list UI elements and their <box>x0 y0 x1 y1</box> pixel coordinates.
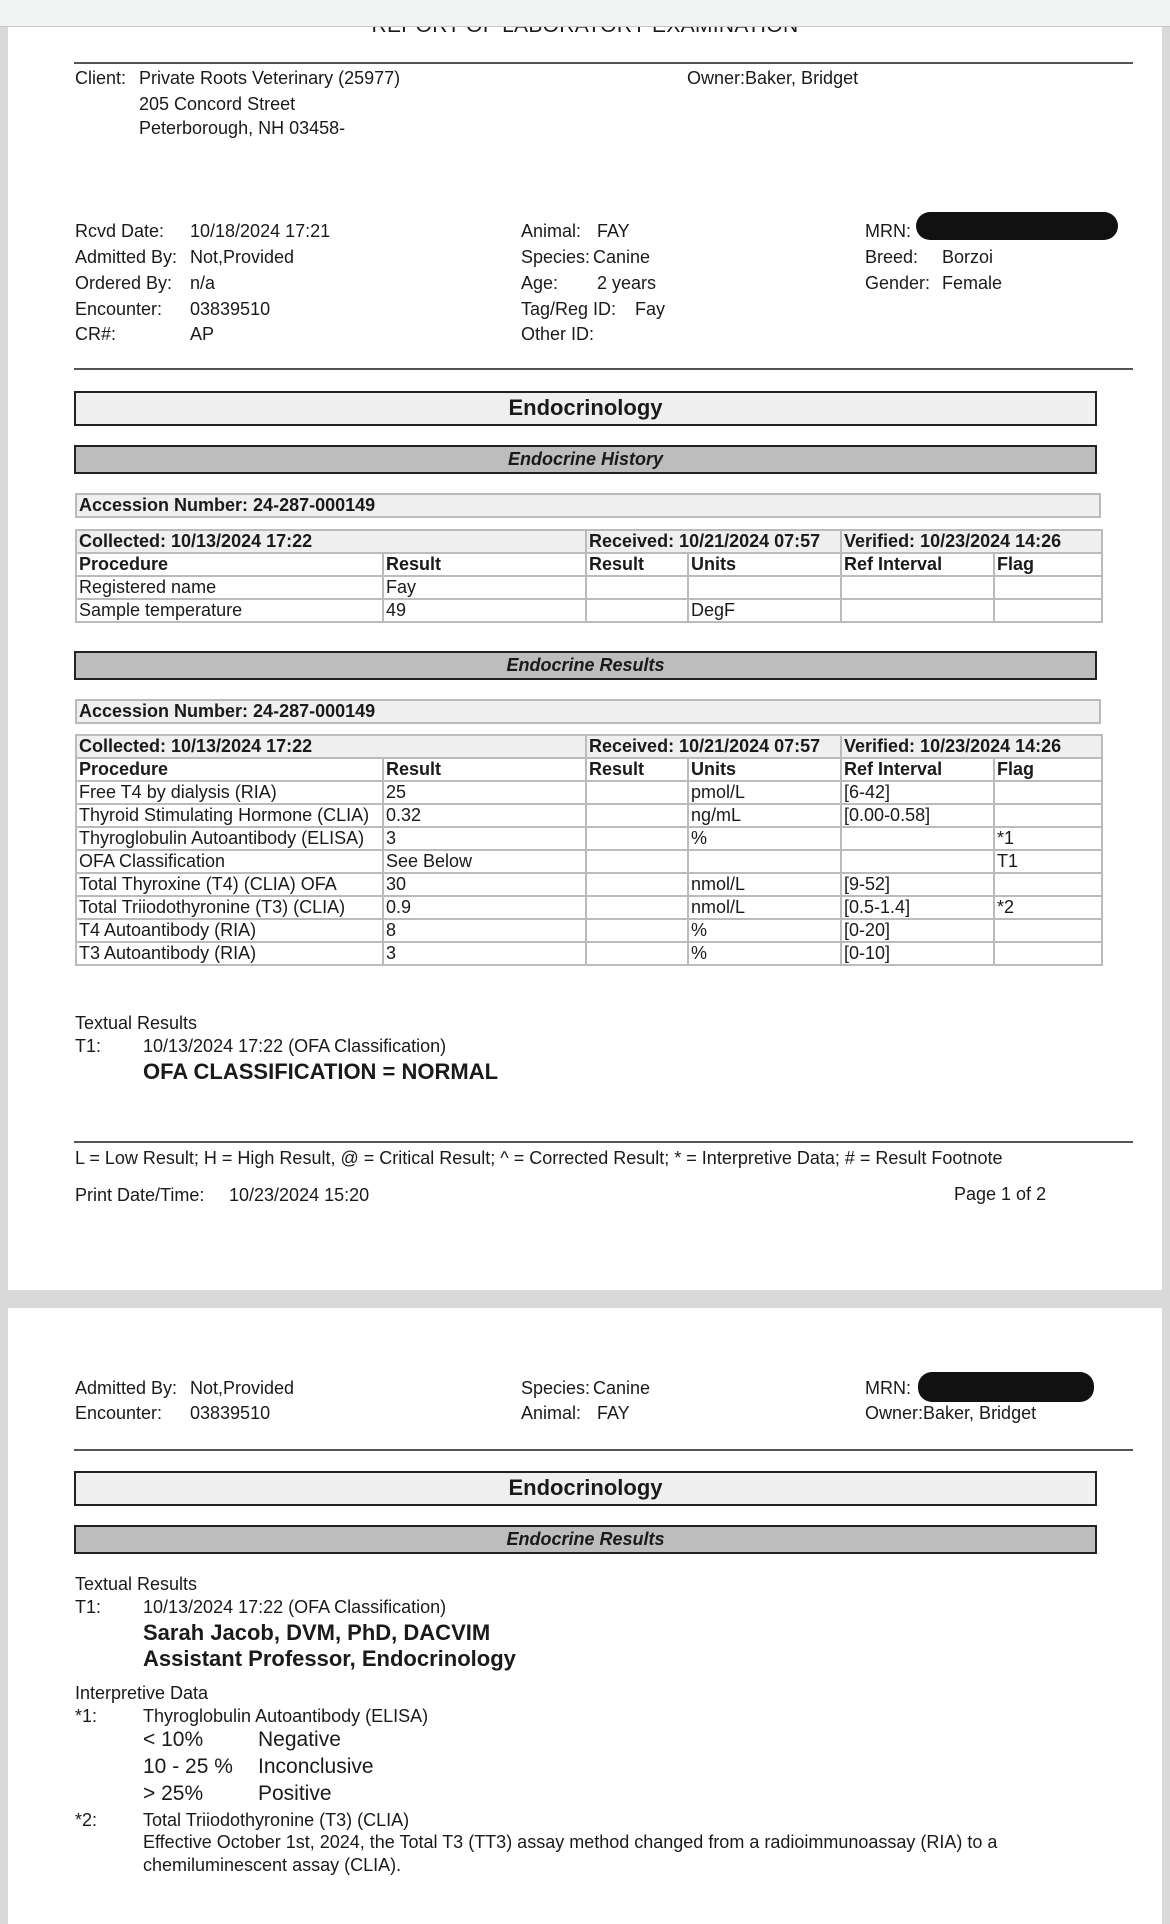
result-2-cell <box>586 804 688 827</box>
result-2-cell <box>586 850 688 873</box>
admitted-by-label: Admitted By: <box>75 1378 178 1398</box>
tag-reg-id-value: Fay <box>635 299 666 319</box>
col-ref-interval: Ref Interval <box>841 553 994 576</box>
interpretive-data-heading: Interpretive Data <box>75 1683 209 1703</box>
ofa-classification-result: OFA CLASSIFICATION = NORMAL <box>143 1059 499 1084</box>
divider <box>74 62 1133 64</box>
units-cell: ng/mL <box>688 804 841 827</box>
result-cell: Fay <box>383 576 586 599</box>
history-accession-number: Accession Number: 24-287-000149 <box>75 493 1101 518</box>
mrn-label: MRN: <box>865 1378 911 1398</box>
t1-label: T1: <box>75 1597 102 1617</box>
col-result: Result <box>383 553 586 576</box>
flag-cell <box>994 599 1102 622</box>
history-dates-row <box>76 530 1102 553</box>
signer-name: Sarah Jacob, DVM, PhD, DACVIM <box>143 1620 491 1645</box>
ref-interval-cell: [0-20] <box>841 919 994 942</box>
ordered-by-value: n/a <box>190 273 216 293</box>
species-label: Species: <box>521 1378 591 1398</box>
col-procedure: Procedure <box>76 553 383 576</box>
table-row <box>76 576 1102 599</box>
owner-value: Baker, Bridget <box>745 68 859 88</box>
units-cell: % <box>688 942 841 965</box>
rcvd-date-label: Rcvd Date: <box>75 221 165 241</box>
section-endocrine-results: Endocrine Results <box>74 1525 1097 1554</box>
note-2-label: *2: <box>75 1810 98 1830</box>
flag-cell <box>994 576 1102 599</box>
client-name: Private Roots Veterinary (25977) <box>139 68 401 88</box>
mrn-redaction <box>916 212 1118 240</box>
rcvd-date-value: 10/18/2024 17:21 <box>190 221 331 241</box>
client-address-1: 205 Concord Street <box>139 94 296 114</box>
client-address-2: Peterborough, NH 03458- <box>139 118 346 138</box>
result-2-cell <box>586 873 688 896</box>
units-cell: nmol/L <box>688 873 841 896</box>
result-2-cell <box>586 942 688 965</box>
procedure-cell: Free T4 by dialysis (RIA) <box>76 781 383 804</box>
t1-line: 10/13/2024 17:22 (OFA Classification) <box>143 1036 447 1056</box>
animal-value: FAY <box>597 1403 630 1423</box>
section-endocrine-history: Endocrine History <box>74 445 1097 474</box>
tag-reg-id-label: Tag/Reg ID: <box>521 299 617 319</box>
ordered-by-label: Ordered By: <box>75 273 173 293</box>
procedure-cell: T4 Autoantibody (RIA) <box>76 919 383 942</box>
received-date: Received: 10/21/2024 07:57 <box>586 735 841 758</box>
procedure-cell: Thyroid Stimulating Hormone (CLIA) <box>76 804 383 827</box>
range-inconclusive: 10 - 25 % <box>143 1755 233 1778</box>
results-table <box>75 734 1103 966</box>
ref-interval-cell <box>841 599 994 622</box>
divider <box>74 368 1133 370</box>
print-date-label: Print Date/Time: <box>75 1185 205 1205</box>
collected-date: Collected: 10/13/2024 17:22 <box>76 530 586 553</box>
ref-interval-cell <box>841 576 994 599</box>
textual-results-heading: Textual Results <box>75 1013 198 1033</box>
procedure-cell: Total Thyroxine (T4) (CLIA) OFA <box>76 873 383 896</box>
breed-value: Borzoi <box>942 247 994 267</box>
species-label: Species: <box>521 247 591 267</box>
other-id-label: Other ID: <box>521 324 595 344</box>
age-label: Age: <box>521 273 559 293</box>
units-cell <box>688 850 841 873</box>
t1-line: 10/13/2024 17:22 (OFA Classification) <box>143 1597 447 1617</box>
report-page-1 <box>8 0 1162 1290</box>
units-cell <box>688 576 841 599</box>
admitted-by-value: Not,Provided <box>190 247 295 267</box>
table-row <box>76 827 1102 850</box>
species-value: Canine <box>593 247 651 267</box>
col-units: Units <box>688 758 841 781</box>
ref-interval-cell <box>841 827 994 850</box>
procedure-cell: OFA Classification <box>76 850 383 873</box>
col-units: Units <box>688 553 841 576</box>
encounter-value: 03839510 <box>190 299 271 319</box>
units-cell: nmol/L <box>688 896 841 919</box>
verified-date: Verified: 10/23/2024 14:26 <box>841 735 1102 758</box>
flag-cell <box>994 804 1102 827</box>
animal-value: FAY <box>597 221 630 241</box>
animal-label: Animal: <box>521 1403 582 1423</box>
table-row <box>76 599 1102 622</box>
units-cell: pmol/L <box>688 781 841 804</box>
history-header-row <box>76 553 1102 576</box>
table-row <box>76 850 1102 873</box>
ref-interval-cell: [0-10] <box>841 942 994 965</box>
col-result-2: Result <box>586 553 688 576</box>
procedure-cell: T3 Autoantibody (RIA) <box>76 942 383 965</box>
range-negative-meaning: Negative <box>258 1728 341 1751</box>
range-negative: < 10% <box>143 1728 204 1751</box>
mrn-label: MRN: <box>865 221 911 241</box>
result-cell: 0.9 <box>383 896 586 919</box>
encounter-label: Encounter: <box>75 1403 163 1423</box>
result-cell: See Below <box>383 850 586 873</box>
table-row <box>76 781 1102 804</box>
encounter-value: 03839510 <box>190 1403 271 1423</box>
section-endocrine-results: Endocrine Results <box>74 651 1097 680</box>
units-cell: % <box>688 827 841 850</box>
admitted-by-label: Admitted By: <box>75 247 178 267</box>
flag-cell <box>994 781 1102 804</box>
note-2-title: Total Triiodothyronine (T3) (CLIA) <box>143 1810 410 1830</box>
breed-label: Breed: <box>865 247 919 267</box>
note-2-line-2: chemiluminescent assay (CLIA). <box>143 1855 402 1875</box>
flag-cell <box>994 873 1102 896</box>
textual-results-heading: Textual Results <box>75 1574 198 1594</box>
species-value: Canine <box>593 1378 651 1398</box>
ref-interval-cell: [0.00-0.58] <box>841 804 994 827</box>
note-1-label: *1: <box>75 1706 98 1726</box>
col-result: Result <box>383 758 586 781</box>
table-row <box>76 919 1102 942</box>
range-positive: > 25% <box>143 1782 204 1805</box>
flag-cell: *1 <box>994 827 1102 850</box>
range-positive-meaning: Positive <box>258 1782 332 1805</box>
divider <box>74 1449 1133 1451</box>
ref-interval-cell: [0.5-1.4] <box>841 896 994 919</box>
result-2-cell <box>586 781 688 804</box>
flag-cell <box>994 942 1102 965</box>
units-cell: % <box>688 919 841 942</box>
results-accession-number: Accession Number: 24-287-000149 <box>75 699 1101 724</box>
viewer-toolbar <box>0 0 1170 27</box>
table-row <box>76 804 1102 827</box>
result-2-cell <box>586 827 688 850</box>
result-2-cell <box>586 919 688 942</box>
results-header-row <box>76 758 1102 781</box>
gender-label: Gender: <box>865 273 931 293</box>
table-row <box>76 896 1102 919</box>
procedure-cell: Registered name <box>76 576 383 599</box>
range-inconclusive-meaning: Inconclusive <box>258 1755 374 1778</box>
col-procedure: Procedure <box>76 758 383 781</box>
collected-date: Collected: 10/13/2024 17:22 <box>76 735 586 758</box>
procedure-cell: Total Triiodothyronine (T3) (CLIA) <box>76 896 383 919</box>
cr-label: CR#: <box>75 324 117 344</box>
owner-value: Baker, Bridget <box>923 1403 1037 1423</box>
owner-label: Owner: <box>687 68 746 88</box>
result-cell: 8 <box>383 919 586 942</box>
cr-value: AP <box>190 324 215 344</box>
flag-cell: T1 <box>994 850 1102 873</box>
col-result-2: Result <box>586 758 688 781</box>
result-cell: 3 <box>383 942 586 965</box>
result-2-cell <box>586 896 688 919</box>
mrn-redaction <box>918 1372 1094 1402</box>
print-date-value: 10/23/2024 15:20 <box>229 1185 370 1205</box>
procedure-cell: Thyroglobulin Autoantibody (ELISA) <box>76 827 383 850</box>
section-endocrinology: Endocrinology <box>74 391 1097 426</box>
col-flag: Flag <box>994 553 1102 576</box>
table-row <box>76 873 1102 896</box>
result-2-cell <box>586 576 688 599</box>
client-label: Client: <box>75 68 127 88</box>
signer-title: Assistant Professor, Endocrinology <box>143 1646 516 1671</box>
page-number: Page 1 of 2 <box>954 1184 1047 1204</box>
units-cell: DegF <box>688 599 841 622</box>
results-dates-row <box>76 735 1102 758</box>
received-date: Received: 10/21/2024 07:57 <box>586 530 841 553</box>
age-value: 2 years <box>597 273 657 293</box>
result-2-cell <box>586 599 688 622</box>
divider <box>74 1141 1133 1143</box>
admitted-by-value: Not,Provided <box>190 1378 295 1398</box>
report-page-2 <box>8 1308 1162 1924</box>
col-ref-interval: Ref Interval <box>841 758 994 781</box>
note-2-line-1: Effective October 1st, 2024, the Total T3 (TT3) assay method changed from a radioimmunoassay (RIA) to a <box>143 1832 998 1852</box>
col-flag: Flag <box>994 758 1102 781</box>
table-row <box>76 942 1102 965</box>
ref-interval-cell: [9-52] <box>841 873 994 896</box>
flag-cell <box>994 919 1102 942</box>
section-endocrinology: Endocrinology <box>74 1471 1097 1506</box>
ref-interval-cell <box>841 850 994 873</box>
owner-label: Owner: <box>865 1403 924 1423</box>
procedure-cell: Sample temperature <box>76 599 383 622</box>
flag-legend: L = Low Result; H = High Result, @ = Critical Result; ^ = Corrected Result; * = Interpretive Data; # = Result Footnote <box>75 1148 1003 1168</box>
history-table <box>75 529 1103 623</box>
encounter-label: Encounter: <box>75 299 163 319</box>
result-cell: 0.32 <box>383 804 586 827</box>
result-cell: 30 <box>383 873 586 896</box>
animal-label: Animal: <box>521 221 582 241</box>
note-1-title: Thyroglobulin Autoantibody (ELISA) <box>143 1706 429 1726</box>
verified-date: Verified: 10/23/2024 14:26 <box>841 530 1102 553</box>
result-cell: 25 <box>383 781 586 804</box>
t1-label: T1: <box>75 1036 102 1056</box>
result-cell: 3 <box>383 827 586 850</box>
result-cell: 49 <box>383 599 586 622</box>
gender-value: Female <box>942 273 1003 293</box>
owner-field <box>865 1403 1036 1424</box>
ref-interval-cell: [6-42] <box>841 781 994 804</box>
owner-field <box>687 68 858 89</box>
flag-cell: *2 <box>994 896 1102 919</box>
